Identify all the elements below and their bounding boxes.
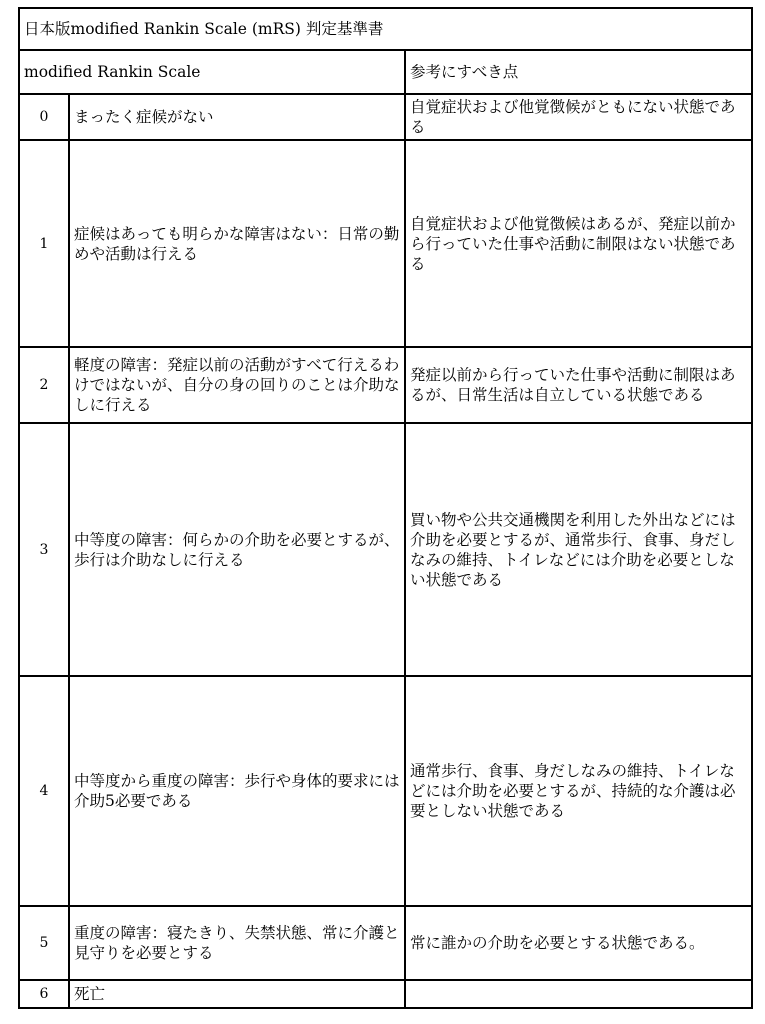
grade-reference: 発症以前から行っていた仕事や活動に制限はあるが、日常生活は自立している状態である — [405, 347, 752, 423]
grade-number: 1 — [19, 140, 69, 347]
table-row — [19, 676, 752, 906]
grade-number: 6 — [19, 980, 69, 1008]
grade-description: 中等度の障害：何らかの介助を必要とするが、歩行は介助なしに行える — [69, 423, 405, 676]
grade-description: 症候はあっても明らかな障害はない：日常の勤めや活動は行える — [69, 140, 405, 347]
grade-number: 5 — [19, 906, 69, 980]
grade-description: 重度の障害：寝たきり、失禁状態、常に介護と見守りを必要とする — [69, 906, 405, 980]
header-row — [19, 50, 752, 94]
grade-number: 0 — [19, 94, 69, 140]
grade-description: 死亡 — [69, 980, 405, 1008]
table-row — [19, 140, 752, 347]
grade-reference: 買い物や公共交通機関を利用した外出などには介助を必要とするが、通常歩行、食事、身だしなみの維持、トイレなどには介助を必要としない状態である — [405, 423, 752, 676]
grade-description: まったく症候がない — [69, 94, 405, 140]
table-row — [19, 906, 752, 980]
table-row — [19, 423, 752, 676]
scale-column-header: modified Rankin Scale — [19, 50, 405, 94]
grade-reference: 自覚症状および他覚徴候はあるが、発症以前から行っていた仕事や活動に制限はない状態である — [405, 140, 752, 347]
grade-description: 軽度の障害：発症以前の活動がすべて行えるわけではないが、自分の身の回りのことは介助なしに行える — [69, 347, 405, 423]
table-row — [19, 980, 752, 1008]
grade-reference: 通常歩行、食事、身だしなみの維持、トイレなどには介助を必要とするが、持続的な介護は必要としない状態である — [405, 676, 752, 906]
mrs-document — [18, 7, 751, 1009]
table-row — [19, 94, 752, 140]
grade-reference — [405, 980, 752, 1008]
document-title: 日本版modified Rankin Scale (mRS) 判定基準書 — [19, 8, 752, 50]
reference-column-header: 参考にすべき点 — [405, 50, 752, 94]
grade-number: 3 — [19, 423, 69, 676]
title-row — [19, 8, 752, 50]
grade-reference: 自覚症状および他覚徴候がともにない状態である — [405, 94, 752, 140]
mrs-criteria-table — [18, 7, 753, 1009]
grade-description: 中等度から重度の障害：歩行や身体的要求には介助5必要である — [69, 676, 405, 906]
grade-number: 4 — [19, 676, 69, 906]
grade-reference: 常に誰かの介助を必要とする状態である。 — [405, 906, 752, 980]
table-row — [19, 347, 752, 423]
grade-number: 2 — [19, 347, 69, 423]
